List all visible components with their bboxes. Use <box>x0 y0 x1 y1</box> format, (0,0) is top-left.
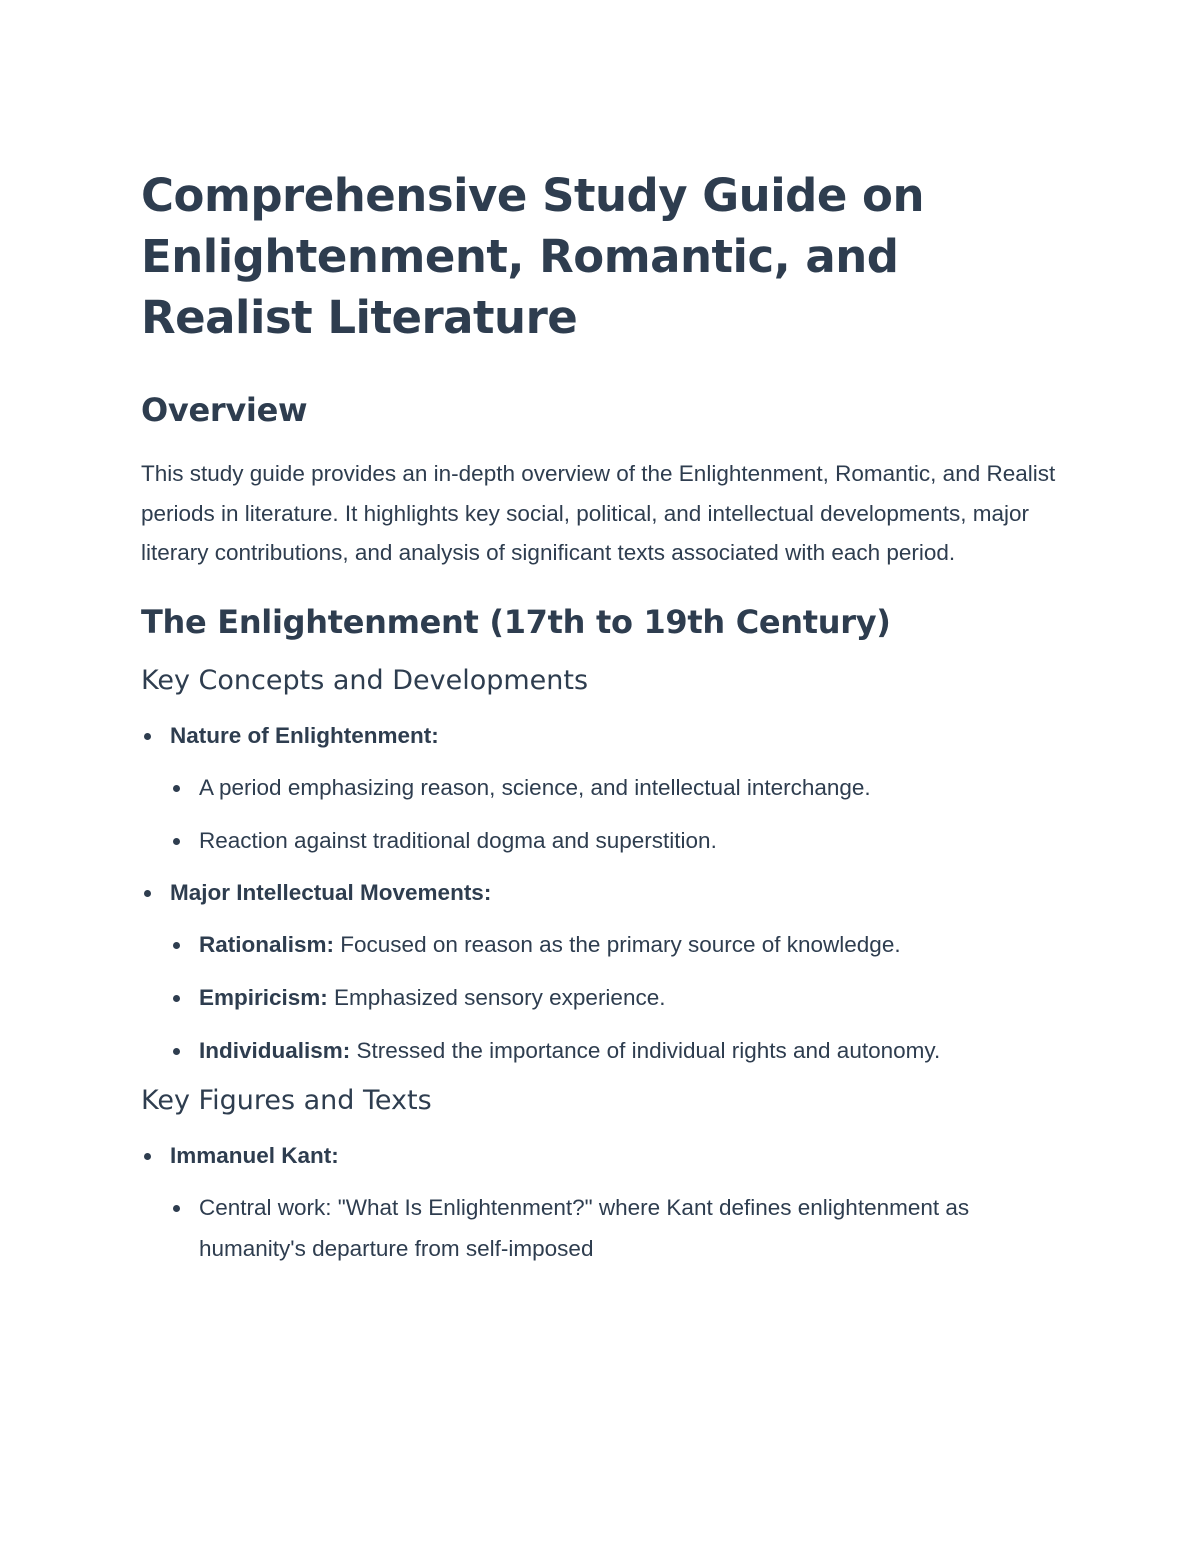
sub-list-item-text: A period emphasizing reason, science, and intellectual interchange. <box>199 774 871 800</box>
bullet-icon <box>173 942 180 949</box>
sub-list-item-text: Reaction against traditional dogma and superstition. <box>199 827 717 853</box>
key-figures-list <box>141 1135 1071 1269</box>
sub-list-item <box>170 767 1071 808</box>
sub-list-item-term: Rationalism: <box>199 931 335 957</box>
overview-paragraph: This study guide provides an in-depth overview of the Enlightenment, Romantic, and Realist periods in literature. It highlights key social, political, and intellectual developments, major literary contributions, and analysis of significant texts associated with each period. <box>141 461 1056 565</box>
sub-list-item <box>170 1187 1071 1269</box>
sub-list-item-term: Individualism: <box>199 1037 351 1063</box>
key-concepts-heading: Key Concepts and Developments <box>141 664 589 696</box>
list-item <box>141 872 1071 1071</box>
sub-list-item-text: Central work: "What Is Enlightenment?" where Kant defines enlightenment as humanity's departure from self-imposed <box>199 1194 970 1261</box>
sub-list <box>170 924 1071 1071</box>
list-item-label: Nature of Enlightenment: <box>170 722 439 748</box>
sub-list-item <box>170 820 1071 861</box>
key-figures-heading: Key Figures and Texts <box>141 1084 432 1116</box>
sub-list-item-text: Emphasized sensory experience. <box>327 984 666 1010</box>
sub-list-item-term: Empiricism: <box>199 984 328 1010</box>
bullet-icon <box>173 785 180 792</box>
sub-list <box>170 767 1071 861</box>
list-item <box>141 715 1071 861</box>
list-item <box>141 1135 1071 1269</box>
bullet-icon <box>173 995 180 1002</box>
list-item-label: Major Intellectual Movements: <box>170 879 492 905</box>
bullet-icon <box>144 733 151 740</box>
sub-list-item-text: Focused on reason as the primary source of knowledge. <box>334 931 901 957</box>
list-item-label: Immanuel Kant: <box>170 1142 339 1168</box>
bullet-icon <box>173 838 180 845</box>
document-title: Comprehensive Study Guide on Enlightenment, Romantic, and Realist Literature <box>141 169 924 344</box>
bullet-icon <box>144 1153 151 1160</box>
sub-list <box>170 1187 1071 1269</box>
key-concepts-list <box>141 715 1071 1071</box>
bullet-icon <box>173 1048 180 1055</box>
sub-list-item <box>170 1030 1071 1071</box>
document-page <box>141 165 1071 1280</box>
overview-heading: Overview <box>141 391 308 429</box>
sub-list-item <box>170 924 1071 965</box>
sub-list-item <box>170 977 1071 1018</box>
bullet-icon <box>173 1205 180 1212</box>
sub-list-item-text: Stressed the importance of individual rights and autonomy. <box>350 1037 941 1063</box>
enlightenment-heading: The Enlightenment (17th to 19th Century) <box>141 602 891 641</box>
bullet-icon <box>144 890 151 897</box>
